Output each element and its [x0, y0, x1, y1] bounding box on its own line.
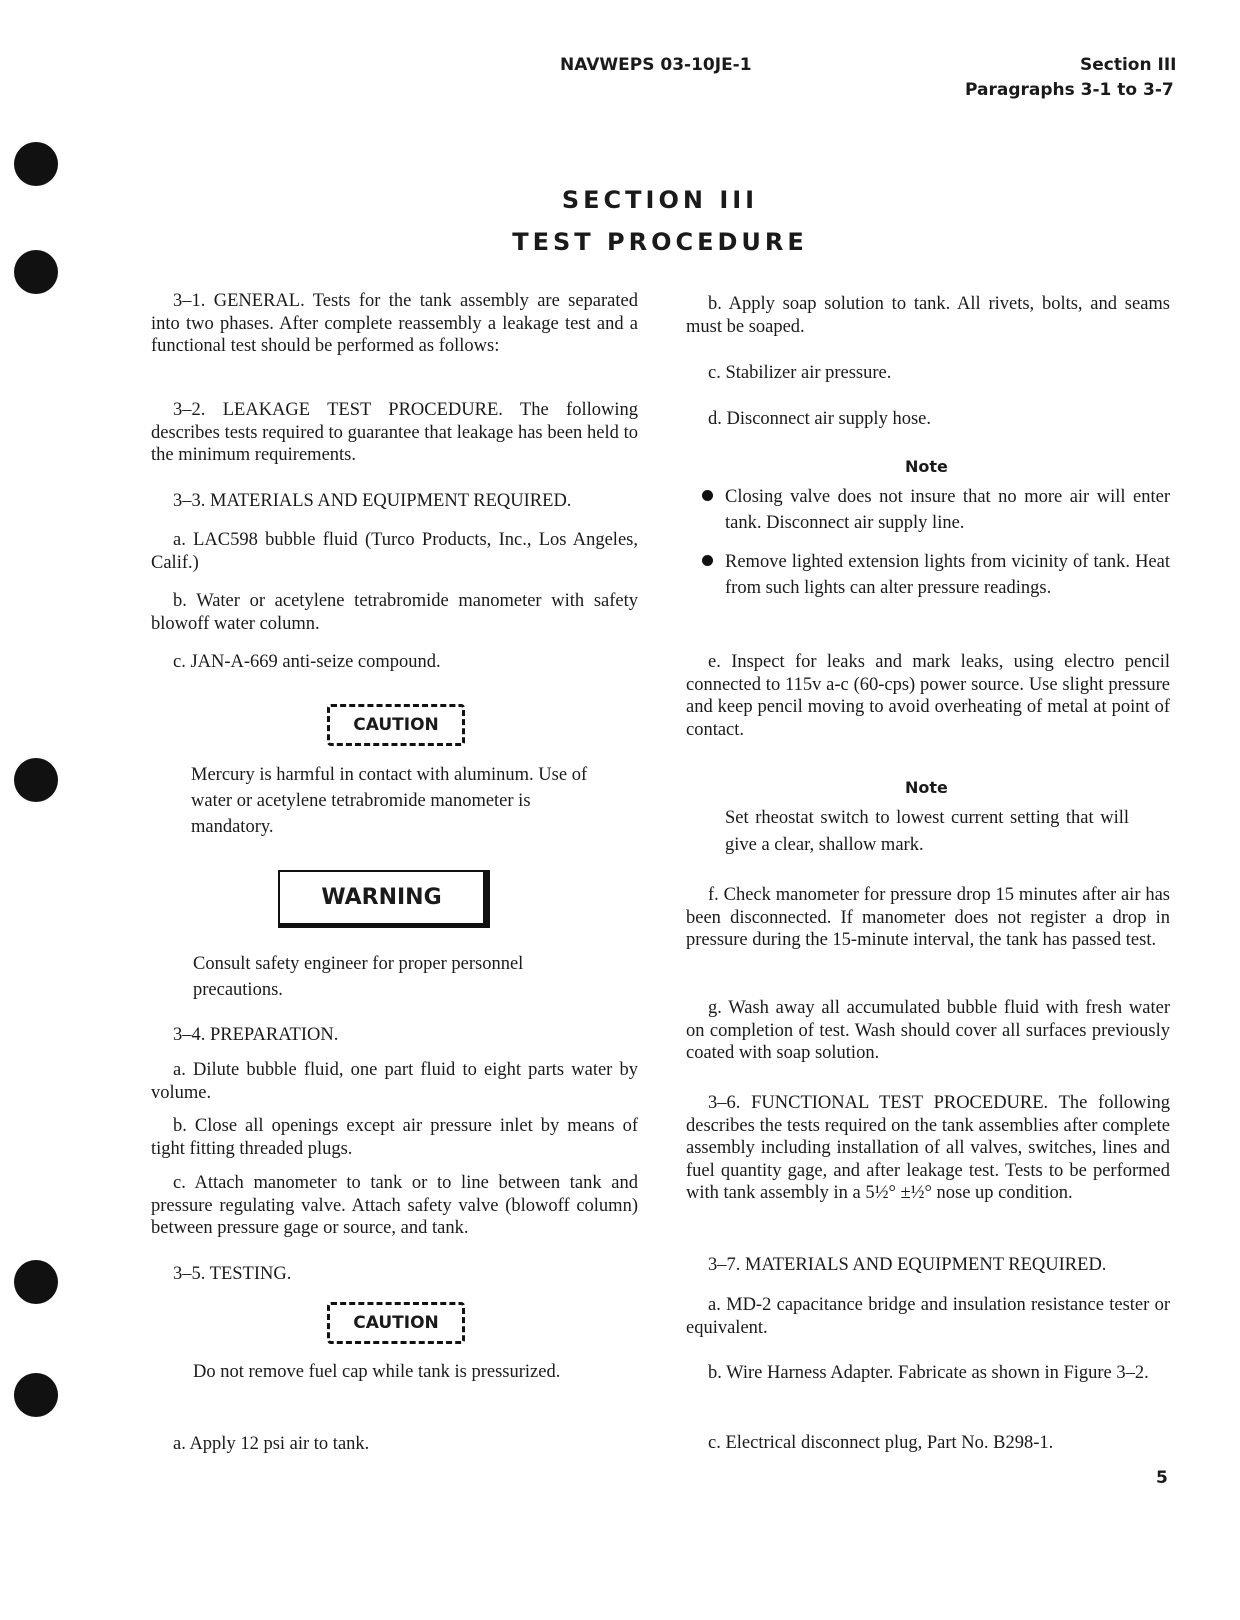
paragraph-3-4b: b. Close all openings except air pressure inlet by means of tight fitting threaded plugs.: [151, 1116, 638, 1159]
paragraph-3-7a: a. MD-2 capacitance bridge and insulation resistance tester or equivalent.: [686, 1295, 1170, 1338]
paragraph-3-1: 3–1. GENERAL. Tests for the tank assembly are separated into two phases. After complete reassembly a leakage test and a functional test should be performed as follows:: [151, 291, 638, 356]
paragraph-3-4a: a. Dilute bubble fluid, one part fluid to eight parts water by volume.: [151, 1060, 638, 1103]
paragraph-3-3c: c. JAN-A-669 anti-seize compound.: [173, 652, 441, 672]
page-title: TEST PROCEDURE: [512, 228, 808, 256]
section-header: Section III: [1080, 55, 1177, 75]
punch-hole: [14, 250, 58, 294]
note-text: Set rheostat switch to lowest current setting that will give a clear, shallow mark.: [725, 808, 1129, 855]
paragraph-3-3b: b. Water or acetylene tetrabromide manometer with safety blowoff water column.: [151, 591, 638, 634]
paragraph-3-7c: c. Electrical disconnect plug, Part No. B298-1.: [708, 1433, 1054, 1453]
caution-text: Do not remove fuel cap while tank is pressurized.: [193, 1362, 561, 1382]
paragraph-3-5a: a. Apply 12 psi air to tank.: [173, 1434, 370, 1454]
note-bullet: Closing valve does not insure that no more air will enter tank. Disconnect air supply line.: [686, 484, 1170, 536]
doc-number: NAVWEPS 03-10JE-1: [560, 55, 752, 75]
paragraph-3-5e: e. Inspect for leaks and mark leaks, using electro pencil connected to 115v a-c (60-cps) power source. Use slight pressure and keep pencil moving to avoid overheating of metal at point of contact.: [686, 652, 1170, 740]
page-number: 5: [1156, 1468, 1168, 1488]
paragraph-3-5g: g. Wash away all accumulated bubble fluid with fresh water on completion of test. Wash should cover all surfaces previously coated with soap solution.: [686, 998, 1170, 1063]
section-title: SECTION III: [561, 186, 759, 214]
paragraph-3-5: 3–5. TESTING.: [173, 1264, 292, 1284]
warning-text: Consult safety engineer for proper personnel precautions.: [193, 954, 524, 1000]
warning-box: WARNING: [278, 870, 490, 928]
caution-box: CAUTION: [327, 1302, 465, 1344]
paragraph-3-4c: c. Attach manometer to tank or to line between tank and pressure regulating valve. Attach safety valve (blowoff column) between pressure gage or source, and tank.: [151, 1173, 638, 1238]
punch-hole: [14, 758, 58, 802]
note-bullet: Remove lighted extension lights from vicinity of tank. Heat from such lights can alter pressure readings.: [686, 549, 1170, 601]
punch-hole: [14, 1260, 58, 1304]
paragraph-3-3a: a. LAC598 bubble fluid (Turco Products, Inc., Los Angeles, Calif.): [151, 530, 638, 573]
caution-box: CAUTION: [327, 704, 465, 746]
paragraph-3-5f: f. Check manometer for pressure drop 15 minutes after air has been disconnected. If manometer does not register a drop in pressure during the 15-minute interval, the tank has passed test.: [686, 885, 1170, 950]
paragraph-3-6: 3–6. FUNCTIONAL TEST PROCEDURE. The following describes the tests required on the tank assemblies after complete assembly including installation of all valves, switches, lines and fuel quantity gage, and after leakage test. Tests to be performed with tank assembly in a 5½° ±½° nose up condition.: [686, 1093, 1170, 1203]
paragraph-3-7: 3–7. MATERIALS AND EQUIPMENT REQUIRED.: [708, 1255, 1107, 1275]
paragraph-3-3: 3–3. MATERIALS AND EQUIPMENT REQUIRED.: [173, 491, 572, 511]
bullet-icon: [702, 555, 713, 566]
paragraph-3-5c: c. Stabilizer air pressure.: [708, 363, 892, 383]
paragraph-3-7b: b. Wire Harness Adapter. Fabricate as shown in Figure 3–2.: [708, 1363, 1149, 1383]
note-heading: Note: [905, 457, 948, 476]
caution-text: Mercury is harmful in contact with aluminum. Use of water or acetylene tetrabromide manometer is mandatory.: [191, 765, 588, 837]
paragraph-3-4: 3–4. PREPARATION.: [173, 1025, 339, 1045]
paragraphs-header: Paragraphs 3-1 to 3-7: [965, 80, 1174, 100]
punch-hole: [14, 1373, 58, 1417]
paragraph-3-5b: b. Apply soap solution to tank. All rivets, bolts, and seams must be soaped.: [686, 294, 1170, 337]
note-heading: Note: [905, 778, 948, 797]
paragraph-3-5d: d. Disconnect air supply hose.: [708, 409, 931, 429]
paragraph-3-2: 3–2. LEAKAGE TEST PROCEDURE. The following describes tests required to guarantee that leakage has been held to the minimum requirements.: [151, 400, 638, 465]
punch-hole: [14, 142, 58, 186]
bullet-icon: [702, 490, 713, 501]
